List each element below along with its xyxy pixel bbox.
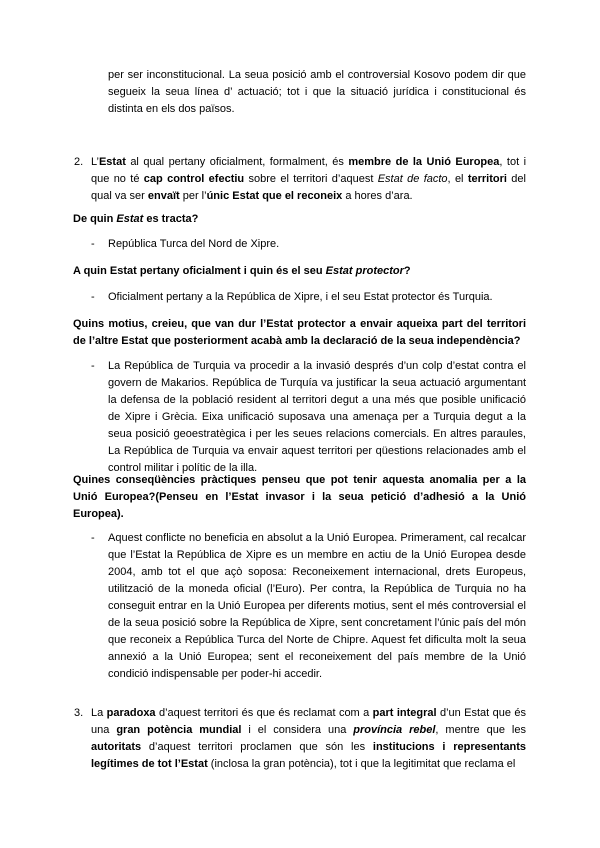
term-estat-de-facto: Estat de facto	[377, 173, 448, 185]
term-territori: territori	[467, 173, 507, 185]
answer-1: República Turca del Nord de Xipre.	[108, 238, 280, 250]
term-part-integral: part integral	[372, 707, 437, 719]
item-3-paragraph: La paradoxa d’aquest territori és que és reclamat com a part integral d’un Estat que és una gran potència mundial i el considera una província rebel, mentre que les autoritats d’aquest territori proclamen que són les institucions i representants legítimes de tot l’Estat (inclosa la gran potència), tot i que la legitimitat que reclama el	[91, 707, 526, 770]
intro-paragraph: per ser inconstitucional. La seua posició amb el controversial Kosovo podem dir que segueix la seua línea d’ actuació; tot i que la situació jurídica i constitucional és distinta en els dos països.	[108, 69, 526, 115]
answer-3: La República de Turquia va procedir a la invasió després d’un colp d’estat contra el govern de Makarios. República de Turquía va justificar la seua actuació argumentant la defensa de la població resident al territori degut a una més que posible unificació de Xipre i Grècia. Eixa unificació suposava una amenaça per a Turquia degut a la seua posició geoestratègica i per les seues relacions comercials. En altres paraules, La República de Turquia va envair aquest territori per qüestions relacionades amb el control militar i polític de la illa.	[108, 360, 526, 474]
question-1: De quin Estat es tracta?	[73, 213, 199, 225]
term-envait: envaït	[147, 190, 180, 202]
term-estat: Estat	[98, 156, 126, 168]
term-institucions: institucions i representants legítimes de tot l’Estat	[91, 741, 526, 770]
answer-2-dash: -	[91, 291, 95, 303]
answer-4-dash: -	[91, 532, 95, 544]
answer-1-dash: -	[91, 238, 95, 250]
answer-3-dash: -	[91, 360, 95, 372]
item-3-number: 3.	[74, 707, 84, 719]
term-cap-control: cap control efectiu	[143, 173, 245, 185]
item-2-number: 2.	[74, 156, 84, 168]
term-provincia-rebel: província rebel	[353, 724, 436, 736]
question-3: Quins motius, creieu, que van dur l’Estat protector a envair aqueixa part del territori de l’altre Estat que posteriorment acabà amb la declaració de la seua independència?	[73, 318, 526, 347]
answer-4: Aquest conflicte no beneficia en absolut a la Unió Europea. Primerament, cal recalcar que l’Estat la República de Xipre es un membre en actiu de la Unió Europea desde 2004, amb tot el que açò soposa: Reconeixement internacional, drets Europeus, utilització de la moneda oficial (l’Euro). Per contra, la República de Turquia no ha conseguit entrar en la Unió Europea per diferents motius, sent el més controversial el de la seua posició sobre la República de Xipre, sent concretament l’únic país del món que reconeix a República Turca del Norte de Chipre. Aquest fet dificulta molt la seua annexió a la Unió Europea; sent el reconeixement del país membre de la Unió condició indispensable per poder-hi accedir.	[108, 532, 526, 680]
term-unic-estat: únic Estat que el reconeix	[206, 190, 343, 202]
term-autoritats: autoritats	[91, 741, 142, 753]
question-4: Quines conseqüències pràctiques penseu que pot tenir aquesta anomalia per a la Unió Europea?(Penseu en l’Estat invasor i la seua petició d’adhesió a la Unió Europea).	[73, 474, 526, 520]
question-2: A quin Estat pertany oficialment i quin és el seu Estat protector?	[73, 265, 411, 277]
term-paradoxa: paradoxa	[106, 707, 156, 719]
item-2-paragraph: L’Estat al qual pertany oficialment, formalment, és membre de la Unió Europea, tot i que no té cap control efectiu sobre el territori d’aquest Estat de facto, el territori del qual va ser envaït per l’únic Estat que el reconeix a hores d’ara.	[91, 156, 527, 202]
term-membre-ue: membre de la Unió Europea	[348, 156, 500, 168]
answer-2: Oficialment pertany a la República de Xipre, i el seu Estat protector és Turquia.	[108, 291, 493, 303]
term-gran-potencia: gran potència mundial	[116, 724, 242, 736]
